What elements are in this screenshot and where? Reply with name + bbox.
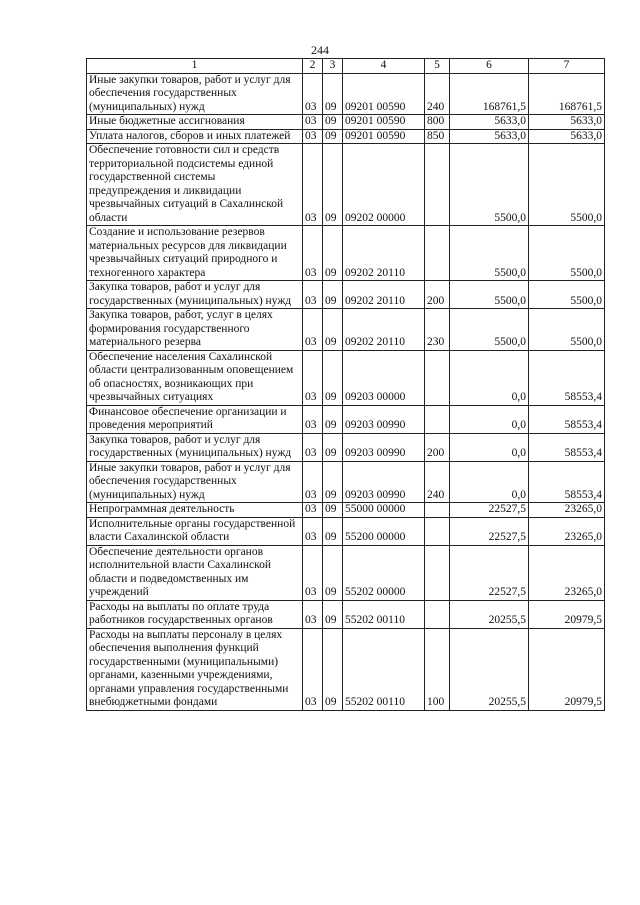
row-target-article: 09201 00590 [343,73,425,115]
row-target-article: 09202 20110 [343,226,425,281]
row-amount-1: 5500,0 [450,226,529,281]
row-amount-1: 0,0 [450,350,529,405]
row-name: Исполнительные органы государственной власти Сахалинской области [87,517,303,545]
row-target-article: 09201 00590 [343,115,425,130]
table-row [87,350,605,405]
table-body [87,73,605,710]
table-row [87,73,605,115]
row-subsection: 09 [323,517,343,545]
row-target-article: 09201 00590 [343,129,425,144]
row-section: 03 [303,350,323,405]
row-section: 03 [303,628,323,710]
row-expense-type: 100 [425,628,450,710]
row-subsection: 09 [323,405,343,433]
row-section: 03 [303,281,323,309]
row-subsection: 09 [323,545,343,600]
table-row [87,600,605,628]
row-target-article: 55200 00000 [343,517,425,545]
table-row [87,129,605,144]
row-amount-2: 23265,0 [529,503,605,518]
row-expense-type [425,600,450,628]
row-name: Непрограммная деятельность [87,503,303,518]
row-subsection: 09 [323,115,343,130]
row-amount-1: 5633,0 [450,129,529,144]
row-expense-type [425,545,450,600]
row-subsection: 09 [323,350,343,405]
header-cell: 3 [323,59,343,74]
row-name: Обеспечение деятельности органов исполнительной власти Сахалинской области и подведомственных им учреждений [87,545,303,600]
row-amount-2: 23265,0 [529,517,605,545]
row-amount-1: 5500,0 [450,309,529,351]
row-subsection: 09 [323,433,343,461]
row-section: 03 [303,461,323,503]
row-section: 03 [303,517,323,545]
budget-table [86,58,605,711]
row-amount-1: 20255,5 [450,600,529,628]
row-name: Обеспечение готовности сил и средств территориальной подсистемы единой государственной системы предупреждения и ликвидации чрезвычайных ситуаций в Сахалинской области [87,144,303,226]
table-header-row [87,59,605,74]
row-target-article: 55000 00000 [343,503,425,518]
row-subsection: 09 [323,628,343,710]
row-amount-1: 5633,0 [450,115,529,130]
row-target-article: 09202 20110 [343,281,425,309]
row-amount-2: 58553,4 [529,350,605,405]
header-cell: 7 [529,59,605,74]
table-row [87,545,605,600]
row-name: Иные закупки товаров, работ и услуг для обеспечения государственных (муниципальных) нужд [87,73,303,115]
table-row [87,433,605,461]
table-row [87,309,605,351]
row-section: 03 [303,129,323,144]
table-row [87,115,605,130]
row-section: 03 [303,503,323,518]
row-target-article: 09203 00990 [343,405,425,433]
row-amount-2: 5633,0 [529,129,605,144]
header-cell: 6 [450,59,529,74]
row-expense-type [425,503,450,518]
row-amount-1: 168761,5 [450,73,529,115]
row-section: 03 [303,405,323,433]
row-amount-2: 20979,5 [529,600,605,628]
table-row [87,281,605,309]
row-amount-2: 58553,4 [529,461,605,503]
row-amount-2: 58553,4 [529,405,605,433]
row-subsection: 09 [323,144,343,226]
row-name: Создание и использование резервов материальных ресурсов для ликвидации чрезвычайных ситуаций природного и техногенного характера [87,226,303,281]
row-section: 03 [303,545,323,600]
row-amount-2: 168761,5 [529,73,605,115]
table-row [87,503,605,518]
header-cell: 2 [303,59,323,74]
row-amount-2: 58553,4 [529,433,605,461]
row-target-article: 09203 00000 [343,350,425,405]
row-expense-type [425,226,450,281]
row-amount-2: 5500,0 [529,144,605,226]
page-number: 244 [311,43,329,57]
row-amount-1: 5500,0 [450,144,529,226]
row-section: 03 [303,73,323,115]
row-target-article: 55202 00110 [343,600,425,628]
table-row [87,628,605,710]
header-cell: 5 [425,59,450,74]
row-name: Обеспечение населения Сахалинской области централизованным оповещением об опасностях, возникающих при чрезвычайных ситуациях [87,350,303,405]
row-section: 03 [303,600,323,628]
row-target-article: 09203 00990 [343,433,425,461]
row-amount-2: 23265,0 [529,545,605,600]
row-amount-1: 0,0 [450,433,529,461]
row-amount-2: 5500,0 [529,226,605,281]
row-target-article: 09202 00000 [343,144,425,226]
table-row [87,517,605,545]
row-section: 03 [303,309,323,351]
row-expense-type: 200 [425,281,450,309]
row-amount-1: 22527,5 [450,517,529,545]
row-name: Иные бюджетные ассигнования [87,115,303,130]
row-section: 03 [303,226,323,281]
row-name: Уплата налогов, сборов и иных платежей [87,129,303,144]
row-amount-1: 0,0 [450,461,529,503]
row-amount-2: 20979,5 [529,628,605,710]
row-name: Закупка товаров, работ и услуг для государственных (муниципальных) нужд [87,433,303,461]
row-amount-1: 20255,5 [450,628,529,710]
table-row [87,226,605,281]
row-subsection: 09 [323,461,343,503]
row-subsection: 09 [323,281,343,309]
header-cell: 4 [343,59,425,74]
row-amount-1: 5500,0 [450,281,529,309]
row-subsection: 09 [323,73,343,115]
row-amount-1: 0,0 [450,405,529,433]
row-target-article: 55202 00000 [343,545,425,600]
row-subsection: 09 [323,309,343,351]
row-target-article: 55202 00110 [343,628,425,710]
row-subsection: 09 [323,503,343,518]
header-cell: 1 [87,59,303,74]
row-expense-type: 230 [425,309,450,351]
row-expense-type [425,405,450,433]
row-expense-type: 240 [425,461,450,503]
row-expense-type [425,144,450,226]
row-name: Закупка товаров, работ и услуг для государственных (муниципальных) нужд [87,281,303,309]
table-row [87,144,605,226]
table-row [87,461,605,503]
row-expense-type: 240 [425,73,450,115]
row-expense-type: 200 [425,433,450,461]
row-name: Расходы на выплаты по оплате труда работников государственных органов [87,600,303,628]
row-expense-type [425,350,450,405]
row-target-article: 09203 00990 [343,461,425,503]
row-subsection: 09 [323,129,343,144]
row-name: Финансовое обеспечение организации и проведения мероприятий [87,405,303,433]
row-section: 03 [303,433,323,461]
row-subsection: 09 [323,600,343,628]
row-amount-1: 22527,5 [450,503,529,518]
row-expense-type: 850 [425,129,450,144]
row-amount-2: 5500,0 [529,281,605,309]
row-amount-2: 5500,0 [529,309,605,351]
row-expense-type [425,517,450,545]
row-amount-1: 22527,5 [450,545,529,600]
row-target-article: 09202 20110 [343,309,425,351]
table-row [87,405,605,433]
row-expense-type: 800 [425,115,450,130]
row-name: Иные закупки товаров, работ и услуг для обеспечения государственных (муниципальных) нужд [87,461,303,503]
row-amount-2: 5633,0 [529,115,605,130]
row-section: 03 [303,144,323,226]
row-section: 03 [303,115,323,130]
row-subsection: 09 [323,226,343,281]
row-name: Закупка товаров, работ, услуг в целях формирования государственного материального резерва [87,309,303,351]
row-name: Расходы на выплаты персоналу в целях обеспечения выполнения функций государственными (муниципальными) органами, казенными учреждениями, органами управления государственными внебюджетными фондами [87,628,303,710]
